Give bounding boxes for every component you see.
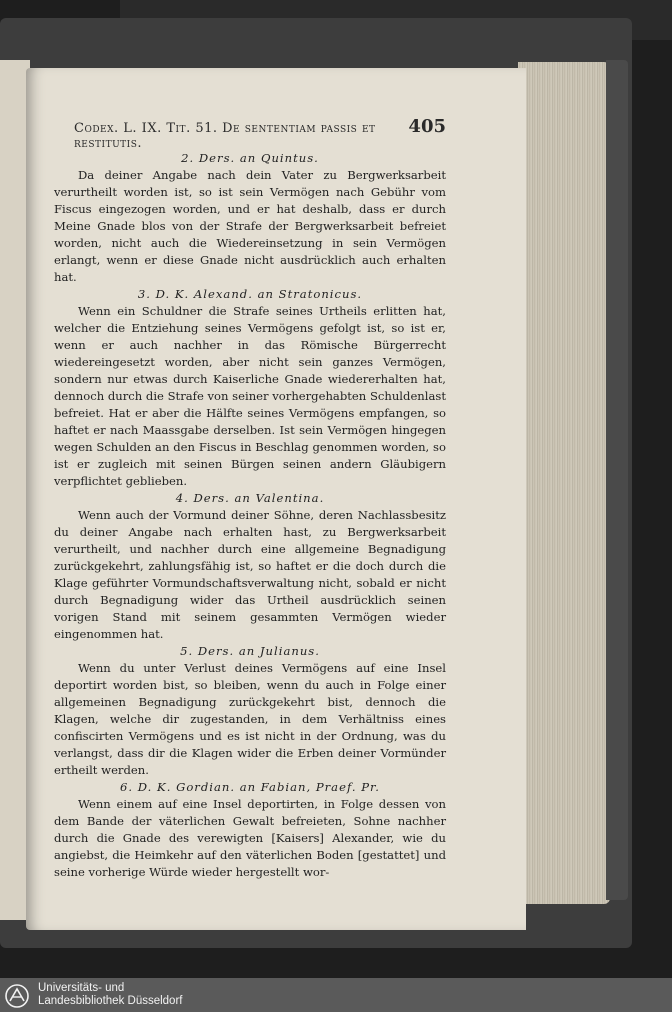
section-paragraph: Wenn ein Schuldner die Strafe seines Urtheils erlitten hat, welcher die Entziehung seines Vermögens gefolgt ist, so ist er, wenn er auch nachher in das Römische Bürgerrecht wiedereingesetzt worden, aber nicht sein ganzes Vermögen, sondern nur etwas durch Kaiserliche Gnade wiedererhalten hat, dennoch durch die Strafe von seiner vorhergehabten Schuldenlast befreiet. Hat er aber die Hälfte seines Vermögens empfangen, so haftet er nach Maassgabe derselben. Ist sein Vermögen hingegen wegen Schulden an den Fiscus in Beschlag genommen worden, so ist er zugleich mit seinen Bürgen seinen andern Gläubigern verpflichtet geblieben.: [54, 304, 446, 488]
section-heading: 4. Ders. an Valentina.: [175, 491, 325, 505]
section-paragraph: Wenn auch der Vormund deiner Söhne, deren Nachlassbesitz du deiner Angabe nach erhalten hast, zu Bergwerksarbeit verurtheilt, und nachher durch eine allgemeine Begnadigung zurückgekehrt, zahlungsfähig ist, so haftet er die doch durch die Klage geführter Vormundschaftsverwaltung nicht, sobald er nicht durch Begnadigung wider das Urtheil ausdrücklich seinen vorigen Stand mit seinem gesammten Vermögen wieder eingenommen hat.: [54, 508, 446, 641]
library-name-line1: Universitäts- und: [38, 982, 125, 994]
section-paragraph: Wenn einem auf eine Insel deportirten, in Folge dessen von dem Bande der väterlichen Gewalt befreieten, Sohne nachher durch die Gnade des verewigten [Kaisers] Alexander, wie du angiebst, die Heimkehr auf den väterlichen Boden [gestattet] und seine vorherige Würde wieder hergestellt wor-: [54, 797, 446, 879]
section-paragraph: Wenn du unter Verlust deines Vermögens auf eine Insel deportirt worden bist, so bleiben, wenn du auch in Folge einer allgemeinen Begnadigung zurückgekehrt bist, dennoch die Klagen, welche dir zugestanden, in dem Verhältniss eines confiscirten Vermögens und es ist nicht in der Ordnung, was du verlangst, dass dir die Klagen wider die Erben deiner Vormünder ertheilt werden.: [54, 661, 446, 777]
section-paragraph: Da deiner Angabe nach dein Vater zu Bergwerksarbeit verurtheilt worden ist, so ist sein Vermögen nach Gebühr vom Fiscus eingezogen worden, und er hat deshalb, dass er durch Meine Gnade blos von der Strafe der Bergwerksarbeit befreiet worden, nicht auch die Wiedereinsetzung in sein Vermögen erlangt, wenn er diese Gnade nicht ausdrücklich auch erhalten hat.: [54, 168, 446, 284]
running-title: Codex. L. IX. Tit. 51. De sententiam passis et restitutis.: [74, 121, 376, 151]
library-logo-icon: [4, 983, 32, 1009]
section-heading: 3. D. K. Alexand. an Stratonicus.: [137, 287, 363, 301]
page-number: 405: [408, 116, 446, 137]
section-heading: 2. Ders. an Quintus.: [181, 151, 319, 165]
section-heading: 5. Ders. an Julianus.: [180, 644, 320, 658]
library-name: [38, 982, 182, 1008]
back-cover-edge: [606, 60, 628, 900]
running-header: [74, 116, 446, 151]
section-heading: 6. D. K. Gordian. an Fabian, Praef. Pr.: [120, 780, 380, 794]
page-text: [54, 150, 446, 881]
library-name-line2: Landesbibliothek Düsseldorf: [38, 995, 183, 1007]
page-edges: [518, 62, 610, 904]
